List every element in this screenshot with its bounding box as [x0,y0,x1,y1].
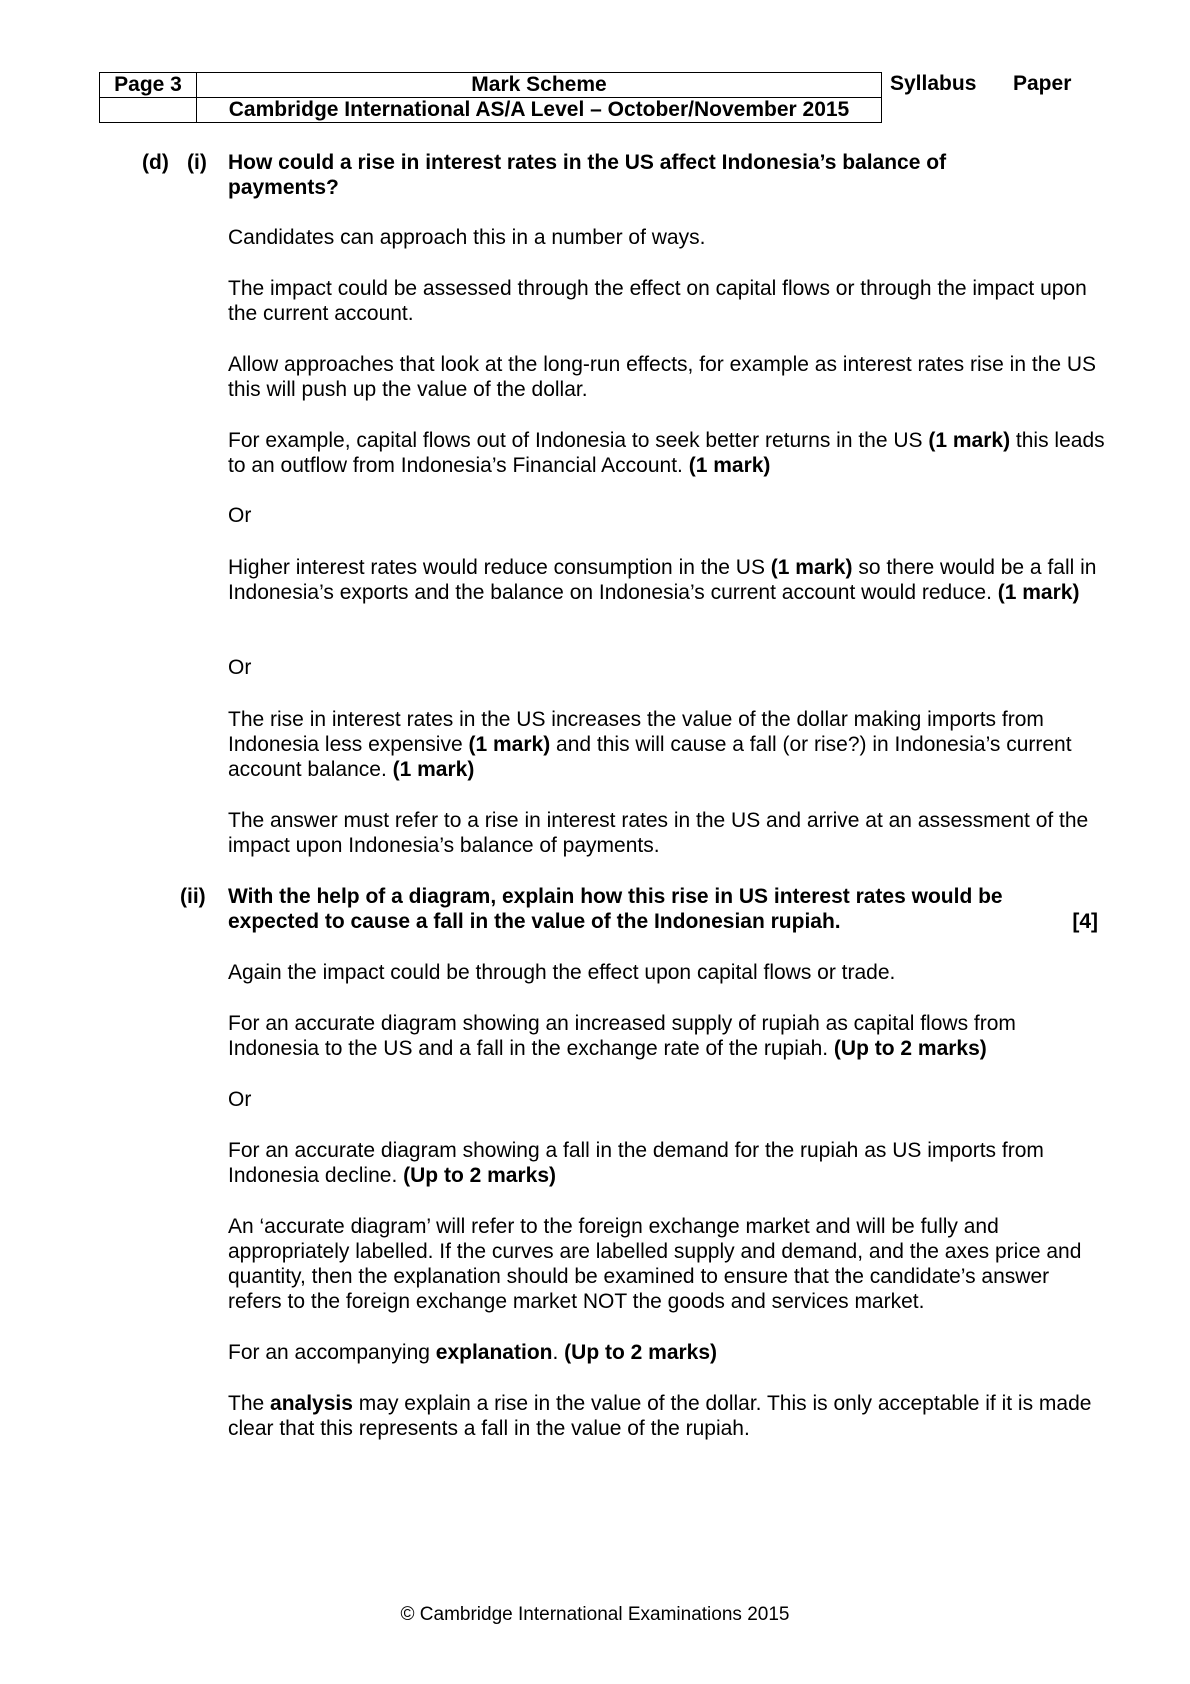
paragraph: Again the impact could be through the effect upon capital flows or trade. [228,961,896,984]
paragraph: Higher interest rates would reduce consumption in the US (1 mark) so there would be a fall in Indonesia’s exports and the balance on Indonesia’s current account would reduce. (1 mark) [228,556,1097,604]
paragraph: For example, capital flows out of Indonesia to seek better returns in the US (1 mark) this leads to an outflow from Indonesia’s Financial Account. (1 mark) [228,429,1105,477]
footer-copyright: © Cambridge International Examinations 2015 [400,1604,790,1625]
header-title: Mark Scheme [197,73,882,98]
part-d-i-label: (i) [187,151,207,174]
paragraph: The analysis may explain a rise in the value of the dollar. This is only acceptable if it is made clear that this represents a fall in the value of the rupiah. [228,1392,1092,1440]
mark-award: (1 mark) [688,454,771,477]
marks-total: [4] [1072,910,1098,933]
paragraph: An ‘accurate diagram’ will refer to the foreign exchange market and will be fully and appropriately labelled. If the curves are labelled supply and demand, and the axes price and quantity, then the explanation should be examined to ensure that the candidate’s answer refers to the foreign exchange market NOT the goods and services market. [228,1215,1082,1313]
paragraph: For an accurate diagram showing a fall in the demand for the rupiah as US imports from Indonesia decline. (Up to 2 marks) [228,1139,1044,1187]
mark-award: (Up to 2 marks) [403,1164,557,1187]
keyword: explanation [435,1341,553,1364]
page-number: Page 3 [100,73,197,98]
mark-award: (Up to 2 marks) [564,1341,718,1364]
question-d-ii: With the help of a diagram, explain how this rise in US interest rates would be expected to cause a fall in the value of the Indonesian rupiah. [228,885,1003,933]
mark-award: (1 mark) [468,733,551,756]
mark-award: (Up to 2 marks) [833,1037,987,1060]
or-text: Or [228,504,252,527]
paragraph: For an accurate diagram showing an increased supply of rupiah as capital flows from Indonesia to the US and a fall in the exchange rate of the rupiah. (Up to 2 marks) [228,1012,1016,1060]
header-table [99,72,882,123]
part-d-ii-label: (ii) [180,885,206,908]
header-blank-cell [100,98,197,123]
paragraph: Candidates can approach this in a number of ways. [228,226,706,249]
paragraph: Allow approaches that look at the long-run effects, for example as interest rates rise in the US this will push up the value of the dollar. [228,353,1097,401]
or-text: Or [228,1088,252,1111]
or-text: Or [228,656,252,679]
mark-award: (1 mark) [392,758,475,781]
paragraph: The answer must refer to a rise in interest rates in the US and arrive at an assessment of the impact upon Indonesia’s balance of payments. [228,809,1089,857]
header-syllabus: Syllabus [890,72,977,95]
paragraph: The rise in interest rates in the US increases the value of the dollar making imports from Indonesia less expensive (1 mark) and this will cause a fall (or rise?) in Indonesia’s current account balance. (1 mark) [228,708,1072,781]
mark-award: (1 mark) [928,429,1011,452]
mark-award: (1 mark) [997,581,1080,604]
paragraph: For an accompanying explanation. (Up to 2 marks) [228,1341,718,1364]
header-subtitle: Cambridge International AS/A Level – October/November 2015 [197,98,882,123]
keyword: analysis [270,1392,353,1415]
part-d-label: (d) [142,151,169,174]
question-d-i: How could a rise in interest rates in the US affect Indonesia’s balance of payments? [228,151,947,199]
header-paper: Paper [1013,72,1072,95]
mark-award: (1 mark) [770,556,853,579]
paragraph: The impact could be assessed through the effect on capital flows or through the impact upon the current account. [228,277,1087,325]
